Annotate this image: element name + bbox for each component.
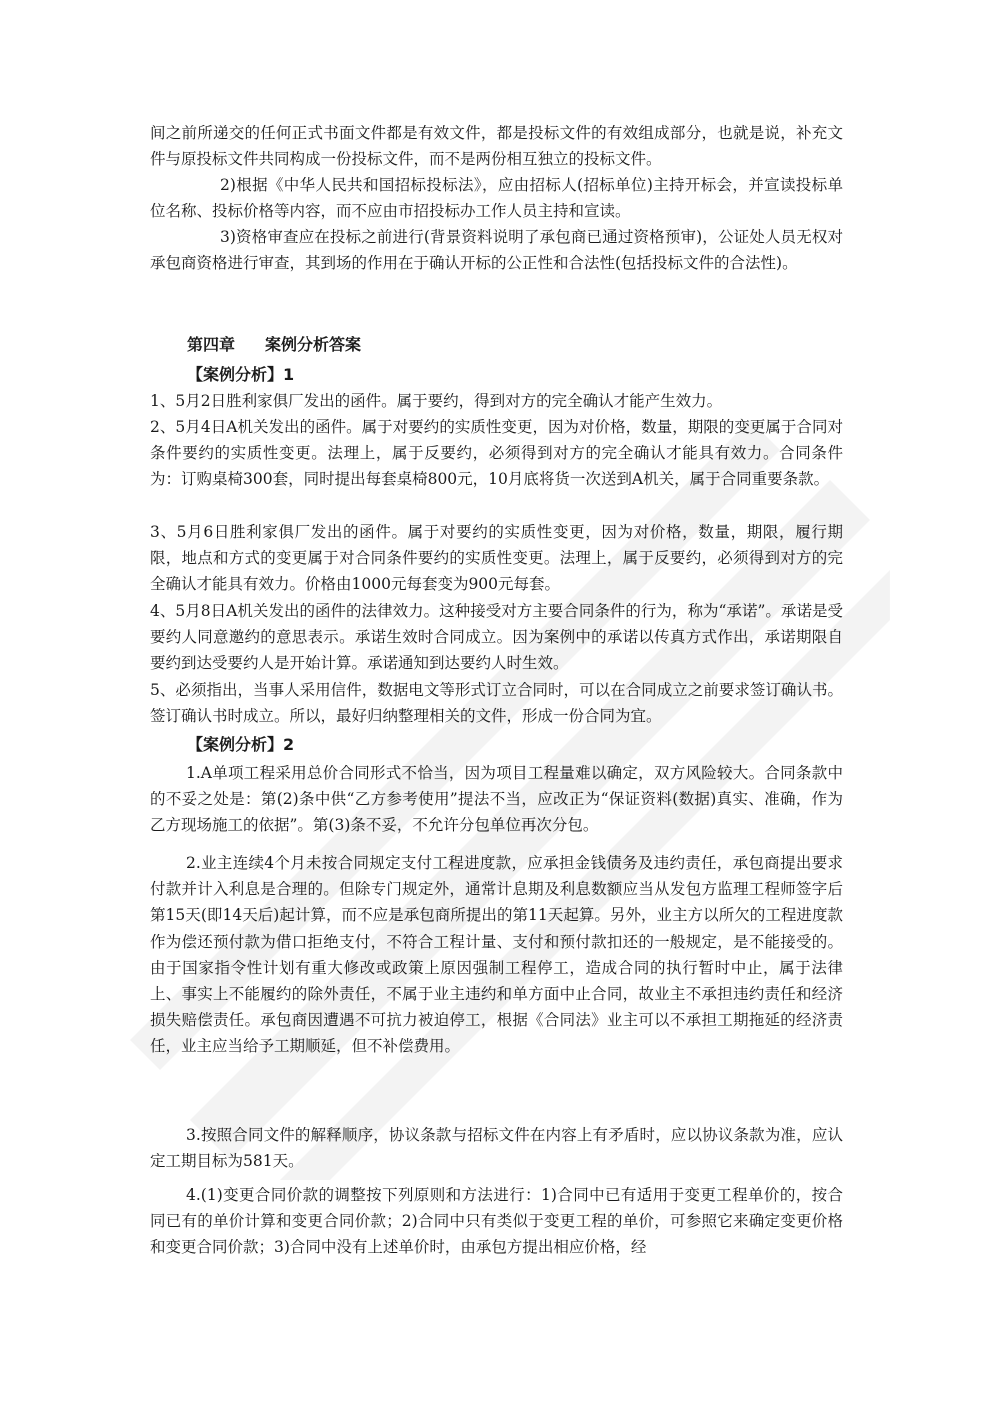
case-2-heading: 【案例分析】2 [187,735,295,754]
case-2-item: 2.业主连续4个月未按合同规定支付工程进度款，应承担金钱债务及违约责任，承包商提出要求付款并计入利息是合理的。但除专门规定外，通常计息期及利息数额应当从发包方监理工程师签字后第15天(即14天后)起计算，而不应是承包商所提出的第11天起算。另外，业主方以所欠的工程进度款作为偿还预付款为借口拒绝支付，不符合工程计量、支付和预付款扣还的一般规定，是不能接受的。由于国家指令性计划有重大修改或政策上原因强制工程停工，造成合同的执行暂时中止，属于法律上、事实上不能履约的除外责任，不属于业主违约和单方面中止合同，故业主不承担违约责任和经济损失赔偿责任。承包商因遭遇不可抗力被迫停工，根据《合同法》业主可以不承担工期拖延的经济责任，业主应当给予工期顺延，但不补偿费用。 [150,854,843,1056]
intro-paragraph-2: 2)根据《中华人民共和国招标投标法》，应由招标人(招标单位)主持开标会，并宣读投标单位名称、投标价格等内容，而不应由市招投标办工作人员主持和宣读。 [150,176,843,221]
case-1-item: 3、5月6日胜利家俱厂发出的函件。属于对要约的实质性变更，因为对价格，数量，期限，履行期限，地点和方式的变更属于对合同条件要约的实质性变更。法理上，属于反要约，必须得到对方的完全确认才能具有效力。价格由1000元每套变为900元每套。 [150,523,843,594]
case-2-item: 1.A单项工程采用总价合同形式不恰当，因为项目工程量难以确定，双方风险较大。合同条款中的不妥之处是：第(2)条中供“乙方参考使用”提法不当，应改正为“保证资料(数据)真实、准确，作为乙方现场施工的依据”。第(3)条不妥，不允许分包单位再次分包。 [150,764,843,835]
case-2-item: 4.(1)变更合同价款的调整按下列原则和方法进行：1)合同中已有适用于变更工程单价的，按合同已有的单价计算和变更合同价款；2)合同中只有类似于变更工程的单价，可参照它来确定变更价格和变更合同价款；3)合同中没有上述单价时，由承包方提出相应价格，经 [150,1186,843,1257]
case-1-item: 1、5月2日胜利家俱厂发出的函件。属于要约，得到对方的完全确认才能产生效力。 [150,392,723,410]
case-1-heading: 【案例分析】1 [187,365,295,384]
case-1-item: 4、5月8日A机关发出的函件的法律效力。这种接受对方主要合同条件的行为，称为“承诺”。承诺是受要约人同意邀约的意思表示。承诺生效时合同成立。因为案例中的承诺以传真方式作出，承诺期限自要约到达受要约人是开始计算。承诺通知到达要约人时生效。 [150,602,843,673]
chapter-number: 第四章 [187,335,236,354]
intro-paragraph-1: 间之前所递交的任何正式书面文件都是有效文件，都是投标文件的有效组成部分，也就是说，补充文件与原投标文件共同构成一份投标文件，而不是两份相互独立的投标文件。 [150,124,843,169]
case-1-item: 2、5月4日A机关发出的函件。属于对要约的实质性变更，因为对价格，数量，期限的变更属于合同对条件要约的实质性变更。法理上，属于反要约，必须得到对方的完全确认才能具有效力。合同条件为：订购桌椅300套，同时提出每套桌椅800元，10月底将货一次送到A机关，属于合同重要条款。 [150,418,843,489]
chapter-heading [187,332,361,355]
case-2-item: 3.按照合同文件的解释顺序，协议条款与招标文件在内容上有矛盾时，应以协议条款为准，应认定工期目标为581天。 [150,1126,843,1171]
chapter-title: 案例分析答案 [265,335,362,354]
case-1-item: 5、必须指出，当事人采用信件，数据电文等形式订立合同时，可以在合同成立之前要求签订确认书。签订确认书时成立。所以，最好归纳整理相关的文件，形成一份合同为宜。 [150,681,843,726]
intro-paragraph-3: 3)资格审查应在投标之前进行(背景资料说明了承包商已通过资格预审)，公证处人员无权对承包商资格进行审查，其到场的作用在于确认开标的公正性和合法性(包括投标文件的合法性)。 [150,228,843,273]
